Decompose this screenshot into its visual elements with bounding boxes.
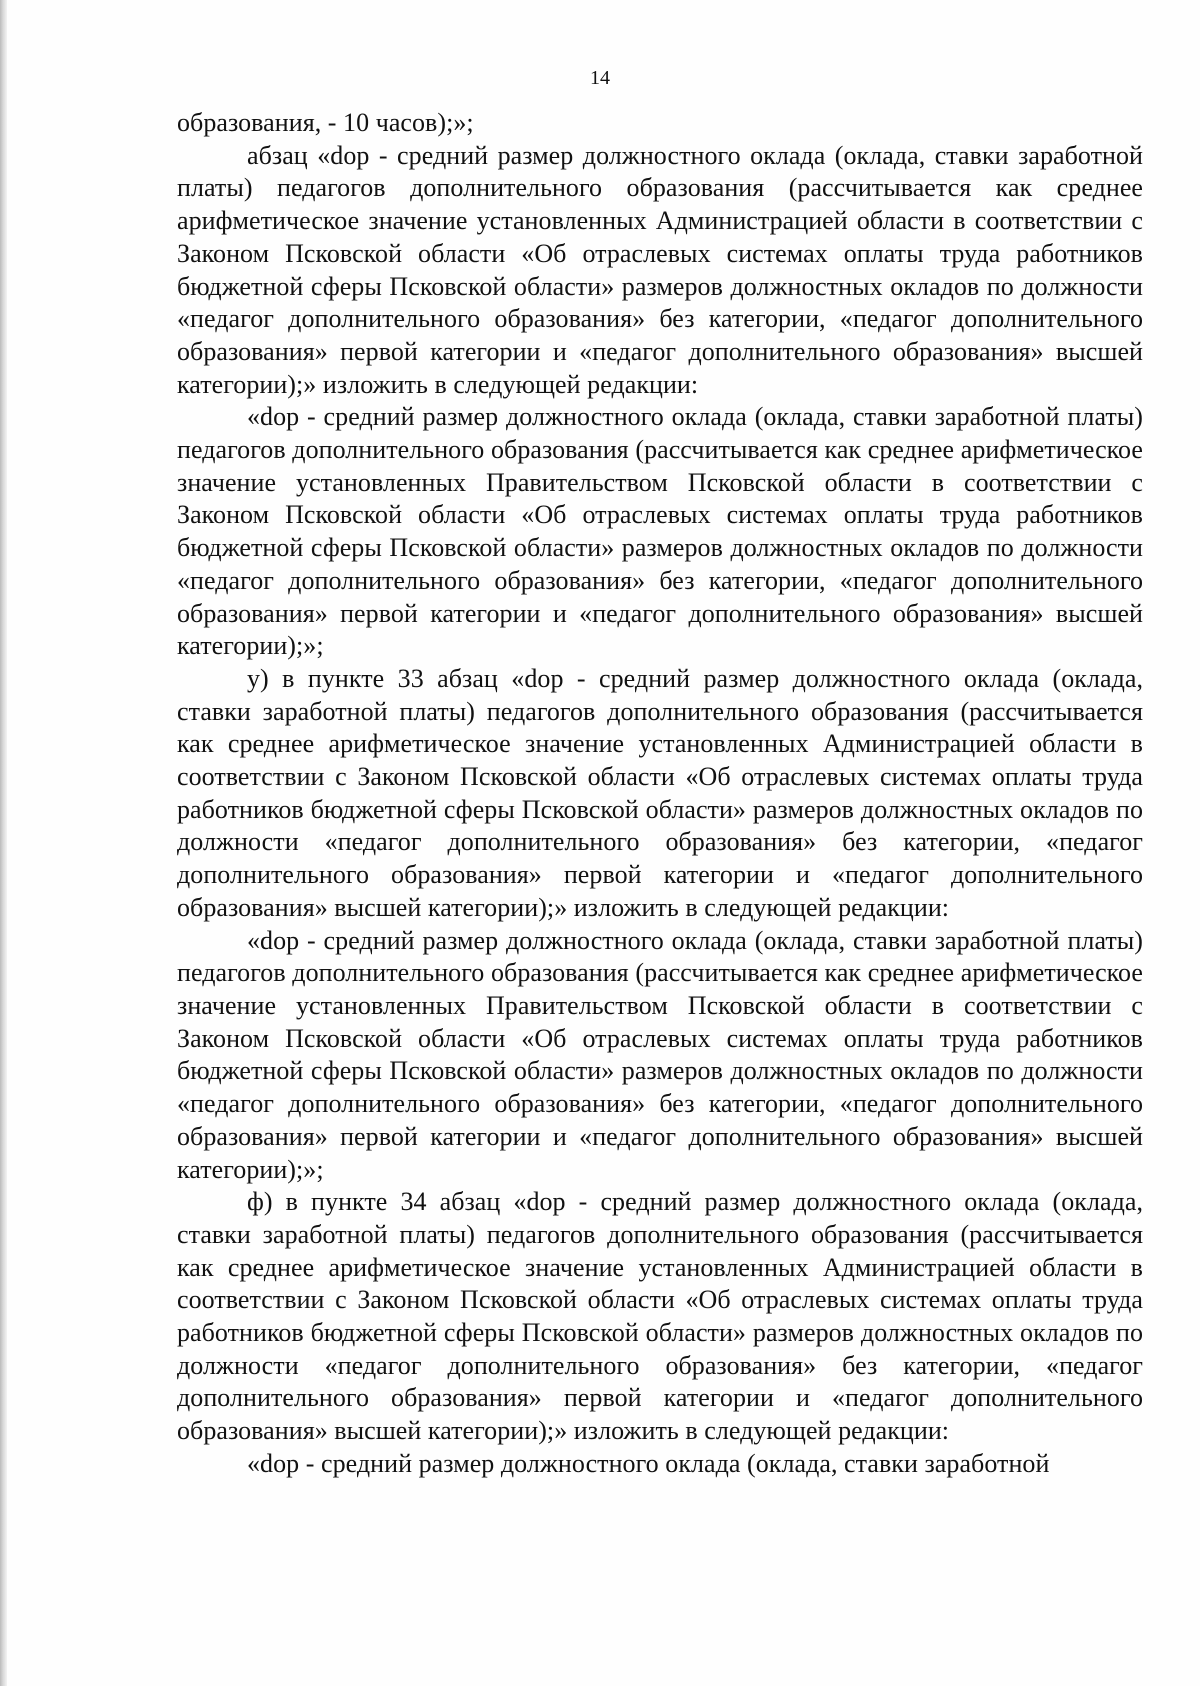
scan-edge-shadow — [0, 0, 7, 1686]
paragraph-point-34: ф) в пункте 34 абзац «dop - средний размер должностного оклада (оклада, ставки заработной платы) педагогов дополнительного образования (рассчитывается как среднее арифметическое значение установленных Администрацией области в соответствии с Законом Псковской области «Об отраслевых системах оплаты труда работников бюджетной сферы Псковской области» размеров должностных окладов по должности «педагог дополнительного образования» без категории, «педагог дополнительного образования» первой категории и «педагог дополнительного образования» высшей категории);» изложить в следующей редакции: — [177, 1187, 1143, 1446]
paragraph-point-34-new-edition: «dop - средний размер должностного оклада (оклада, ставки заработной — [247, 1448, 1050, 1478]
paragraph-point-33: у) в пункте 33 абзац «dop - средний размер должностного оклада (оклада, ставки заработной платы) педагогов дополнительного образования (рассчитывается как среднее арифметическое значение установленных Администрацией области в соответствии с Законом Псковской области «Об отраслевых системах оплаты труда работников бюджетной сферы Псковской области» размеров должностных окладов по должности «педагог дополнительного образования» без категории, «педагог дополнительного образования» первой категории и «педагог дополнительного образования» высшей категории);» изложить в следующей редакции: — [177, 663, 1143, 922]
page-number: 14 — [590, 67, 610, 89]
paragraph-point-33-new-edition: «dop - средний размер должностного оклада (оклада, ставки заработной платы) педагогов дополнительного образования (рассчитывается как среднее арифметическое значение установленных Правительством Псковской области в соответствии с Законом Псковской области «Об отраслевых системах оплаты труда работников бюджетной сферы Псковской области» размеров должностных окладов по должности «педагог дополнительного образования» без категории, «педагог дополнительного образования» первой категории и «педагог дополнительного образования» высшей категории);»; — [177, 925, 1143, 1184]
paragraph-abzac-original: абзац «dop - средний размер должностного оклада (оклада, ставки заработной платы) педагогов дополнительного образования (рассчитывается как среднее арифметическое значение установленных Администрацией области в соответствии с Законом Псковской области «Об отраслевых системах оплаты труда работников бюджетной сферы Псковской области» размеров должностных окладов по должности «педагог дополнительного образования» без категории, «педагог дополнительного образования» первой категории и «педагог дополнительного образования» высшей категории);» изложить в следующей редакции: — [177, 140, 1143, 399]
paragraph-abzac-new-edition: «dop - средний размер должностного оклада (оклада, ставки заработной платы) педагогов дополнительного образования (рассчитывается как среднее арифметическое значение установленных Правительством Псковской области в соответствии с Законом Псковской области «Об отраслевых системах оплаты труда работников бюджетной сферы Псковской области» размеров должностных окладов по должности «педагог дополнительного образования» без категории, «педагог дополнительного образования» первой категории и «педагог дополнительного образования» высшей категории);»; — [177, 402, 1143, 661]
paragraph-continuation: образования, - 10 часов);»; — [177, 108, 474, 137]
document-body — [177, 107, 1143, 1481]
